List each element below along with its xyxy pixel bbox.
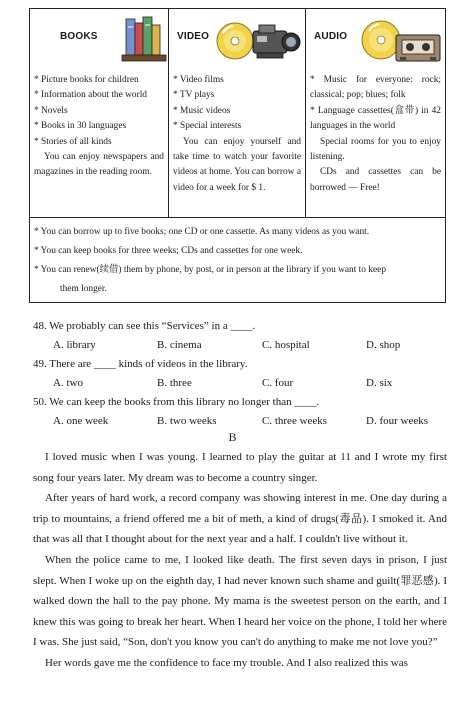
option-d: D. shop [366, 339, 401, 351]
paragraph: After years of hard work, a record company was showing interest in me. One day during a trip to mountains, a friend offered me a bit of meth, a kind of drugs(毒品). I smoked it. And that was all that I thought about for the next year and a half. I couldn't live without it. [33, 492, 447, 546]
option-b: B. two weeks [157, 415, 217, 427]
option-d: D. four weeks [366, 415, 429, 427]
paragraph: Her words gave me the confidence to face my trouble. And I also realized this was [45, 656, 408, 669]
audio-item-music: * Music for everyone: rock; classical; pop; blues; folk [310, 75, 441, 101]
audio-note-borrow: CDs and cassettes can be borrowed — Free! [310, 167, 441, 193]
rule-item: * You can keep books for three weeks; CDs and cassettes for one week. [34, 246, 303, 256]
books-icon [120, 15, 168, 65]
list-item: * Novels [34, 105, 68, 116]
section-b-heading: B [228, 430, 237, 444]
video-title: VIDEO [177, 31, 210, 42]
rule-item-continued: them longer. [60, 284, 107, 294]
list-item: * Music videos [173, 105, 231, 116]
video-list [173, 73, 301, 135]
option-c: C. four [262, 377, 294, 389]
option-a: A. two [53, 377, 83, 389]
books-note: You can enjoy newspapers and magazines in the reading room. [34, 152, 164, 178]
option-a: A. one week [53, 415, 109, 427]
books-title: BOOKS [60, 31, 98, 42]
question-49: 49. There are ____ kinds of videos in the library. [33, 358, 248, 370]
list-item: * Stories of all kinds [34, 136, 112, 147]
list-item: * Picture books for children [34, 75, 139, 85]
books-column [30, 9, 169, 217]
video-note: You can enjoy yourself and take time to watch your favorite videos at home. You can borrow a video for a week for $ 1. [173, 136, 301, 193]
list-item: * TV plays [173, 90, 215, 101]
borrowing-rules [30, 218, 445, 302]
video-camera-icon [247, 19, 303, 65]
list-item: * Books in 30 languages [34, 121, 127, 132]
list-item: * Video films [173, 75, 224, 85]
rule-item: * You can renew(续借) them by phone, by post, or in person at the library if you want to keep [34, 265, 387, 275]
option-c: C. three weeks [262, 415, 328, 427]
paragraph: When the police came to me, I looked like death. The first seven days in prison, I just slept. When I woke up on the eighth day, I had never known such shame and guilt(罪恶感). I walked down the hall to the pay phone. My mama is the sweetest person on the earth, and I knew this was going to break her heart. When I heard her voice on the phone, I told her where I was. She just said, “Son, don't you know you can't do anything to make me not love you?” [33, 553, 447, 649]
option-d: D. six [366, 377, 393, 389]
books-list [34, 73, 164, 150]
question-50: 50. We can keep the books from this library no longer than ____. [33, 396, 320, 408]
option-b: B. three [157, 377, 192, 389]
option-c: C. hospital [262, 339, 310, 351]
audio-item-language: * Language cassettes(盒带) in 42 languages in the world [310, 105, 441, 132]
question-48: 48. We probably can see this “Services” in a ____. [33, 320, 256, 332]
audio-note-rooms: Special rooms for you to enjoy listening. [310, 136, 441, 163]
audio-column [306, 9, 445, 217]
list-item: * Special interests [173, 121, 242, 132]
video-column [169, 9, 306, 217]
services-columns [30, 9, 445, 218]
audio-title: AUDIO [314, 31, 348, 42]
rule-item: * You can borrow up to five books; one CD or one cassette. As many videos as you want. [34, 227, 370, 237]
paragraph: I loved music when I was young. I learned to play the guitar at 11 and I wrote my first song four years later. My dream was to become a country singer. [33, 451, 447, 484]
passage-b [33, 447, 447, 674]
list-item: * Information about the world [34, 90, 147, 101]
services-table [29, 8, 446, 303]
option-a: A. library [53, 339, 96, 351]
cassette-player-icon [394, 29, 442, 65]
option-b: B. cinema [157, 339, 202, 351]
